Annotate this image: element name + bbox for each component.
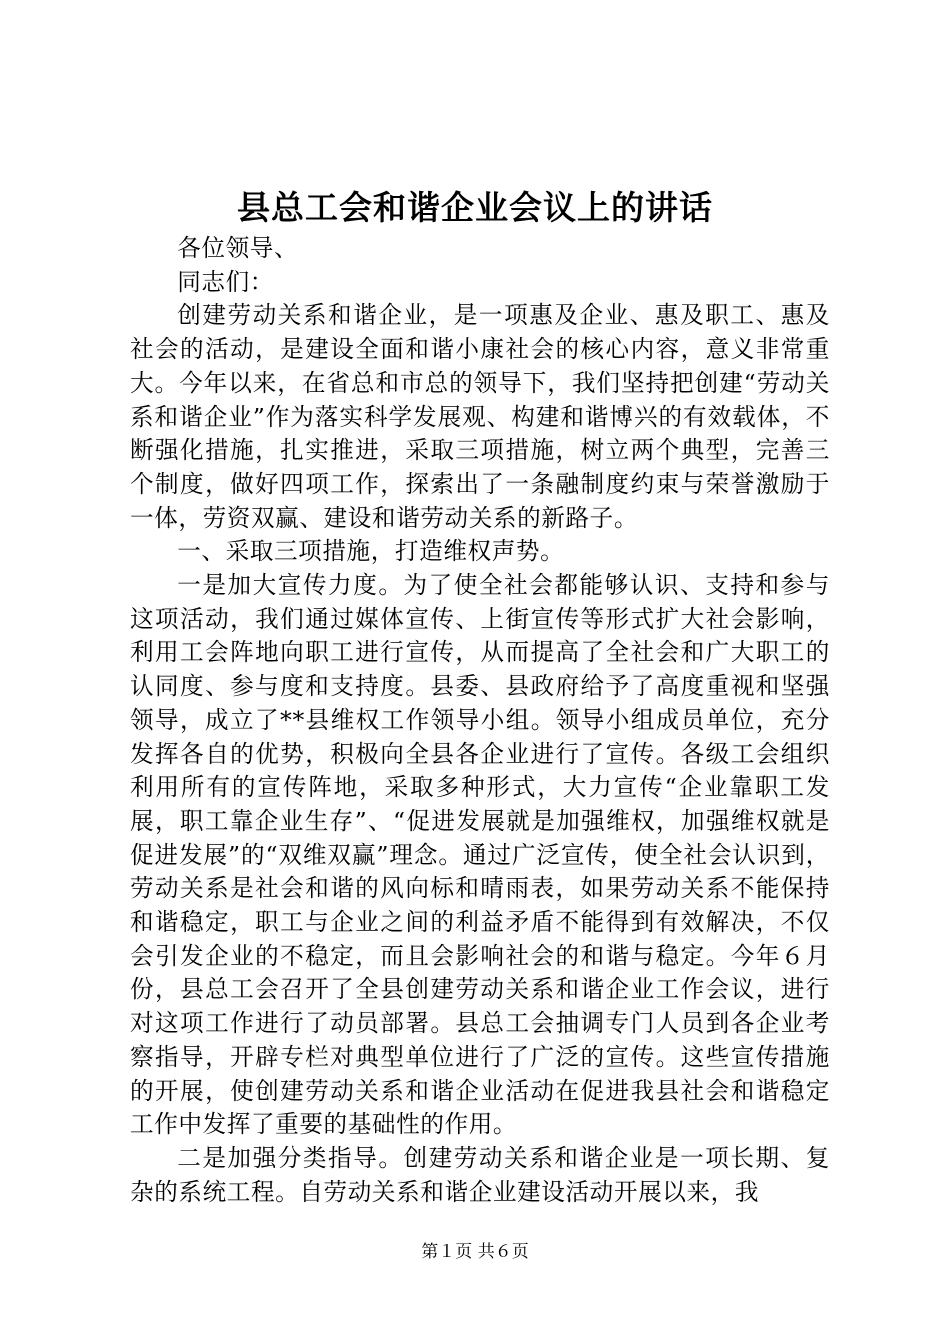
salutation-line-1: 各位领导、 — [177, 234, 299, 262]
document-body — [130, 232, 830, 1209]
body-paragraph-publicity: 一是加大宣传力度。为了使全社会都能够认识、支持和参与这项活动，我们通过媒体宣传、上街宣传等形式扩大社会影响，利用工会阵地向职工进行宣传，从而提高了全社会和广大职工的认同度、参与度和支持度。县委、县政府给予了高度重视和坚强领导，成立了**县维权工作领导小组。领导小组成员单位，充分发挥各自的优势，积极向全县各企业进行了宣传。各级工会组织利用所有的宣传阵地，采取多种形式，大力宣传“企业靠职工发展，职工靠企业生存”、“促进发展就是加强维权，加强维权就是促进发展”的“双维双赢”理念。通过广泛宣传，使全社会认识到，劳动关系是社会和谐的风向标和晴雨表，如果劳动关系不能保持和谐稳定，职工与企业之间的利益矛盾不能得到有效解决，不仅会引发企业的不稳定，而且会影响社会的和谐与稳定。今年６月份，县总工会召开了全县创建劳动关系和谐企业工作会议，进行对这项工作进行了动员部署。县总工会抽调专门人员到各企业考察指导，开辟专栏对典型单位进行了广泛的宣传。这些宣传措施的开展，使创建劳动关系和谐企业活动在促进我县社会和谐稳定工作中发挥了重要的基础性的作用。 — [130, 571, 830, 1139]
section-heading-1: 一、采取三项措施，打造维权声势。 — [177, 537, 565, 566]
body-paragraph-guidance: 二是加强分类指导。创建劳动关系和谐企业是一项长期、复杂的系统工程。自劳动关系和谐企业建设活动开展以来，我 — [130, 1143, 830, 1206]
page-number: 第１页 共６页 — [421, 1242, 529, 1262]
document-title: 县总工会和谐企业会议上的讲话 — [237, 188, 713, 227]
intro-paragraph: 创建劳动关系和谐企业，是一项惠及企业、惠及职工、惠及社会的活动，是建设全面和谐小康社会的核心内容，意义非常重大。今年以来，在省总和市总的领导下，我们坚持把创建“劳动关系和谐企业”作为落实科学发展观、构建和谐博兴的有效载体，不断强化措施，扎实推进，采取三项措施，树立两个典型，完善三个制度，做好四项工作，探索出了一条融制度约束与荣誉激励于一体，劳资双赢、建设和谐劳动关系的新路子。 — [130, 301, 830, 532]
salutation-line-2: 同志们： — [177, 267, 274, 296]
